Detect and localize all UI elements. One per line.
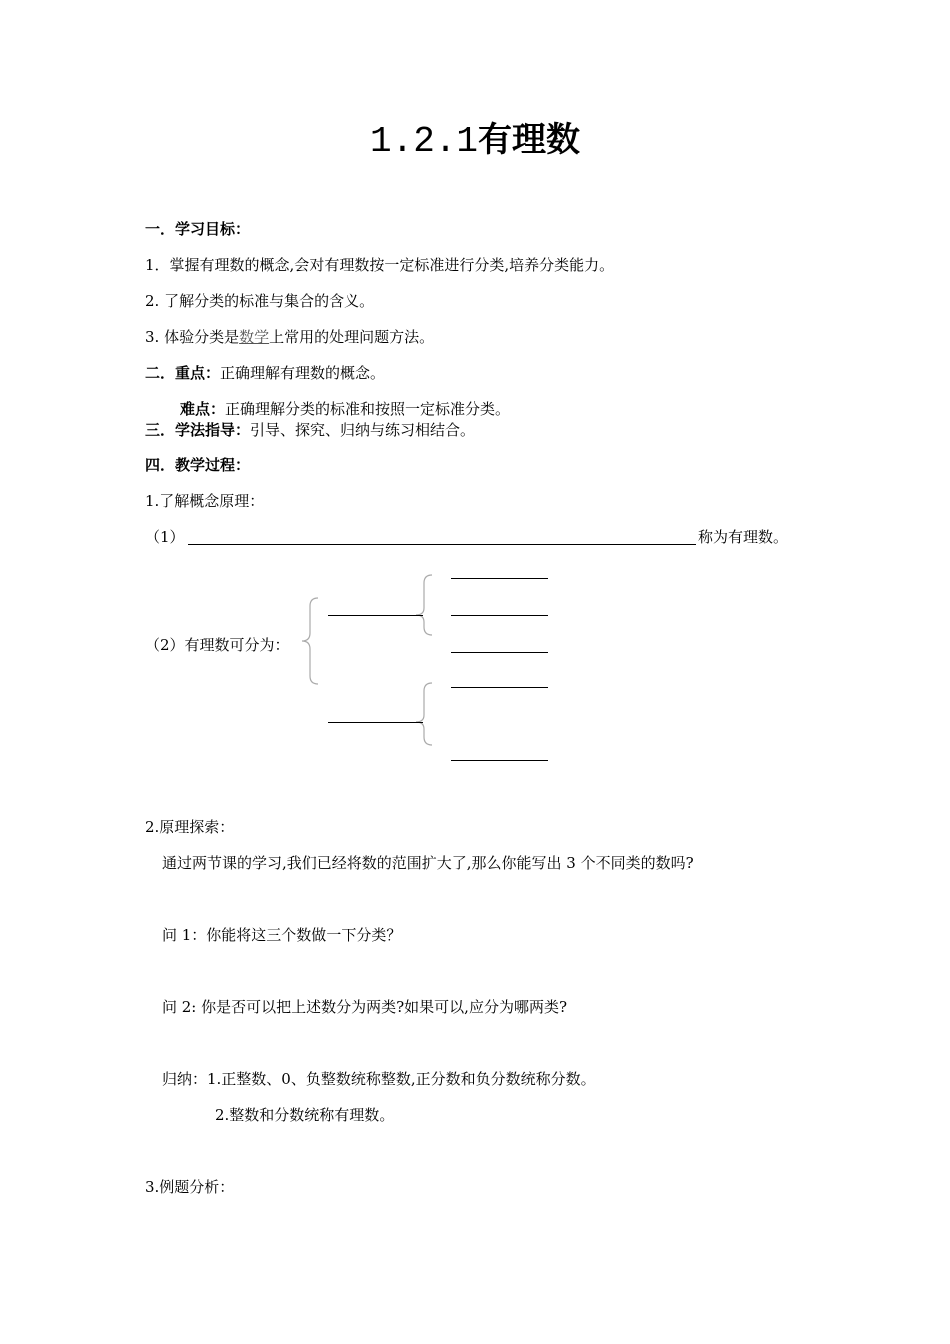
q1-label: （1） (145, 528, 185, 546)
summary-1: 归纳：1.正整数、0、负整数统称整数,正分数和负分数统称分数。 (162, 1070, 596, 1088)
summary-2: 2.整数和分数统称有理数。 (215, 1106, 395, 1124)
question-1: 问 1：你能将这三个数做一下分类？ (162, 926, 402, 944)
part2-intro: 通过两节课的学习,我们已经将数的范围扩大了,那么你能写出 3 个不同类的数吗? (162, 854, 694, 872)
subcategory-blank-2[interactable] (451, 615, 548, 616)
category-blank-1[interactable] (328, 615, 423, 616)
section1-heading: 一．学习目标： (145, 220, 251, 238)
subcategory-blank-5[interactable] (451, 760, 548, 761)
goal-item-2: 2. 了解分类的标准与集合的含义。 (145, 292, 375, 310)
part3-heading: 3.例题分析： (145, 1178, 235, 1196)
question-2: 问 2: 你是否可以把上述数分为两类?如果可以,应分为哪两类? (162, 998, 567, 1016)
category-blank-2[interactable] (328, 722, 423, 723)
q2-label: （2）有理数可分为： (145, 636, 290, 654)
key-point-text: 正确理解有理数的概念。 (220, 364, 386, 382)
title-text: 有理数 (478, 120, 581, 160)
section4-heading: 四．教学过程： (145, 456, 251, 474)
part1-heading: 1.了解概念原理： (145, 492, 265, 510)
difficulty-label: 难点： (180, 400, 226, 418)
section3-heading: 三．学法指导： (145, 421, 251, 439)
upper-brace (416, 575, 432, 635)
title-number: 1.2.1 (369, 121, 479, 162)
method-text: 引导、探究、归纳与练习相结合。 (250, 421, 476, 439)
q1-suffix: 称为有理数。 (698, 528, 789, 546)
section2-heading: 二．重点： (145, 364, 221, 382)
main-brace (302, 598, 318, 684)
subcategory-blank-4[interactable] (451, 687, 548, 688)
part2-heading: 2.原理探索： (145, 818, 235, 836)
goal-item-3-prefix: 3. 体验分类是 (145, 328, 240, 346)
difficulty-text: 正确理解分类的标准和按照一定标准分类。 (225, 400, 511, 418)
lower-brace (416, 683, 432, 745)
subcategory-blank-3[interactable] (451, 652, 548, 653)
subcategory-blank-1[interactable] (451, 578, 548, 579)
goal-item-1: 1．掌握有理数的概念,会对有理数按一定标准进行分类,培养分类能力。 (145, 256, 615, 274)
math-link[interactable]: 数学 (239, 328, 270, 346)
goal-item-3-suffix: 上常用的处理问题方法。 (269, 328, 435, 346)
